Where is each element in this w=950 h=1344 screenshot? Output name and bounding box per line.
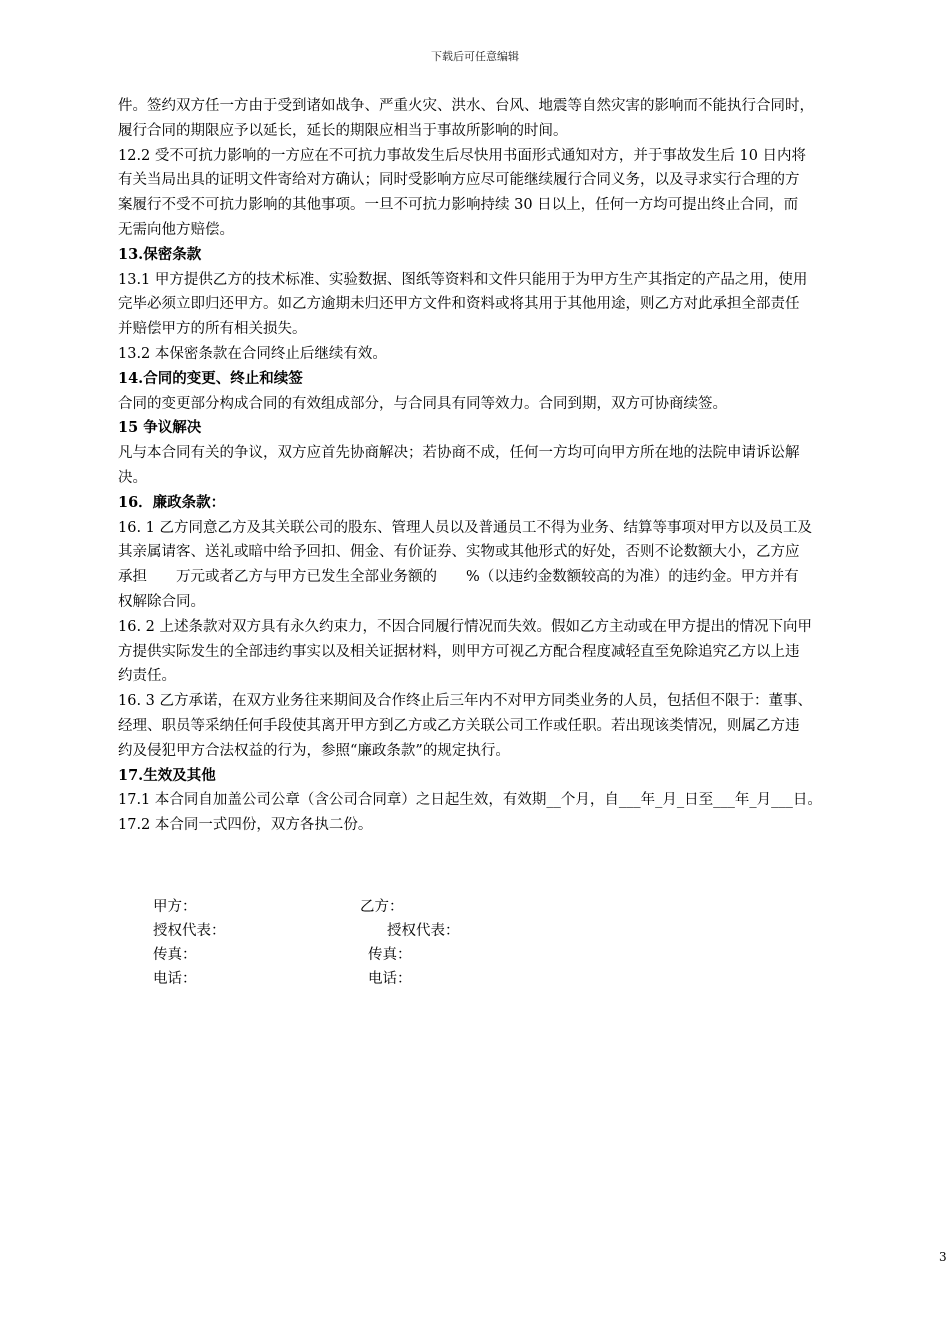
party-b-phone-label: 电话： bbox=[368, 971, 412, 987]
body-line: 13.2 本保密条款在合同终止后继续有效。 bbox=[118, 345, 387, 362]
body-line: 13.1 甲方提供乙方的技术标准、实验数据、图纸等资料和文件只能用于为甲方生产其指定的产品之用，使用 bbox=[118, 271, 808, 288]
contract-body bbox=[118, 94, 950, 838]
body-line: 案履行不受不可抗力影响的其他事项。一旦不可抗力影响持续 30 日以上，任何一方均可提出终止合同，而 bbox=[118, 197, 799, 214]
body-line: 完毕必须立即归还甲方。如乙方逾期未归还甲方文件和资料或将其用于其他用途，则乙方对此承担全部责任 bbox=[118, 296, 800, 313]
body-line: 约及侵犯甲方合法权益的行为，参照“廉政条款”的规定执行。 bbox=[118, 742, 510, 759]
body-line: 其亲属请客、送礼或暗中给予回扣、佣金、有价证券、实物或其他形式的好处，否则不论数额大小，乙方应 bbox=[118, 544, 800, 561]
body-line: 约责任。 bbox=[118, 668, 176, 685]
party-b-fax-label: 传真： bbox=[368, 947, 412, 963]
section-heading: 16．廉政条款： bbox=[118, 493, 226, 511]
party-b-representative-label: 授权代表： bbox=[387, 923, 460, 939]
body-line: 承担 万元或者乙方与甲方已发生全部业务额的 %（以违约金数额较高的为准）的违约金。甲方并有 bbox=[118, 569, 799, 586]
body-line: 凡与本合同有关的争议，双方应首先协商解决；若协商不成，任何一方均可向甲方所在地的法院申请诉讼解 bbox=[118, 445, 800, 462]
body-line: 件。签约双方任一方由于受到诸如战争、严重火灾、洪水、台风、地震等自然灾害的影响而不能执行合同时， bbox=[118, 98, 814, 114]
body-line: 16. 3 乙方承诺，在双方业务往来期间及合作终止后三年内不对甲方同类业务的人员，包括但不限于：董事、 bbox=[118, 693, 812, 710]
body-line: 方提供实际发生的全部违约事实以及相关证据材料，则甲方可视乙方配合程度减轻直至免除追究乙方以上违 bbox=[118, 643, 800, 660]
body-line: 并赔偿甲方的所有相关损失。 bbox=[118, 321, 307, 338]
party-b-label: 乙方： bbox=[360, 899, 404, 915]
body-line: 合同的变更部分构成合同的有效组成部分，与合同具有同等效力。合同到期，双方可协商续签。 bbox=[118, 395, 727, 412]
body-line: 履行合同的期限应予以延长，延长的期限应相当于事故所影响的时间。 bbox=[118, 122, 568, 139]
body-line: 经理、职员等采纳任何手段使其离开甲方到乙方或乙方关联公司工作或任职。若出现该类情况，则属乙方违 bbox=[118, 717, 800, 734]
section-heading: 15 争议解决 bbox=[118, 419, 202, 437]
body-line: 决。 bbox=[118, 469, 147, 486]
body-line: 有关当局出具的证明文件寄给对方确认；同时受影响方应尽可能继续履行合同义务，以及寻求实行合理的方 bbox=[118, 172, 800, 189]
body-line: 12.2 受不可抗力影响的一方应在不可抗力事故发生后尽快用书面形式通知对方，并于事故发生后 10 日内将 bbox=[118, 147, 807, 164]
section-heading: 14.合同的变更、终止和续签 bbox=[118, 369, 303, 387]
body-line: 16. 1 乙方同意乙方及其关联公司的股东、管理人员以及普通员工不得为业务、结算等事项对甲方以及员工及 bbox=[118, 519, 812, 536]
party-a-fax-label: 传真： bbox=[153, 947, 197, 963]
party-a-label: 甲方： bbox=[153, 899, 197, 915]
party-a-representative-label: 授权代表： bbox=[153, 923, 226, 939]
body-line: 17.2 本合同一式四份，双方各执二份。 bbox=[118, 817, 373, 834]
body-line: 16. 2 上述条款对双方具有永久约束力，不因合同履行情况而失效。假如乙方主动或在甲方提出的情况下向甲 bbox=[118, 618, 812, 635]
body-line: 无需向他方赔偿。 bbox=[118, 221, 234, 238]
section-heading: 17.生效及其他 bbox=[118, 766, 216, 784]
section-heading: 13.保密条款 bbox=[118, 245, 202, 263]
party-a-phone-label: 电话： bbox=[153, 971, 197, 987]
body-line: 权解除合同。 bbox=[118, 593, 205, 610]
page-number: 3 bbox=[939, 1250, 947, 1264]
page-header: 下载后可任意编辑 bbox=[431, 50, 519, 63]
body-line: 17.1 本合同自加盖公司公章（含公司合同章）之日起生效，有效期__个月，自___年_月_日至___年_月___日。 bbox=[118, 792, 822, 809]
